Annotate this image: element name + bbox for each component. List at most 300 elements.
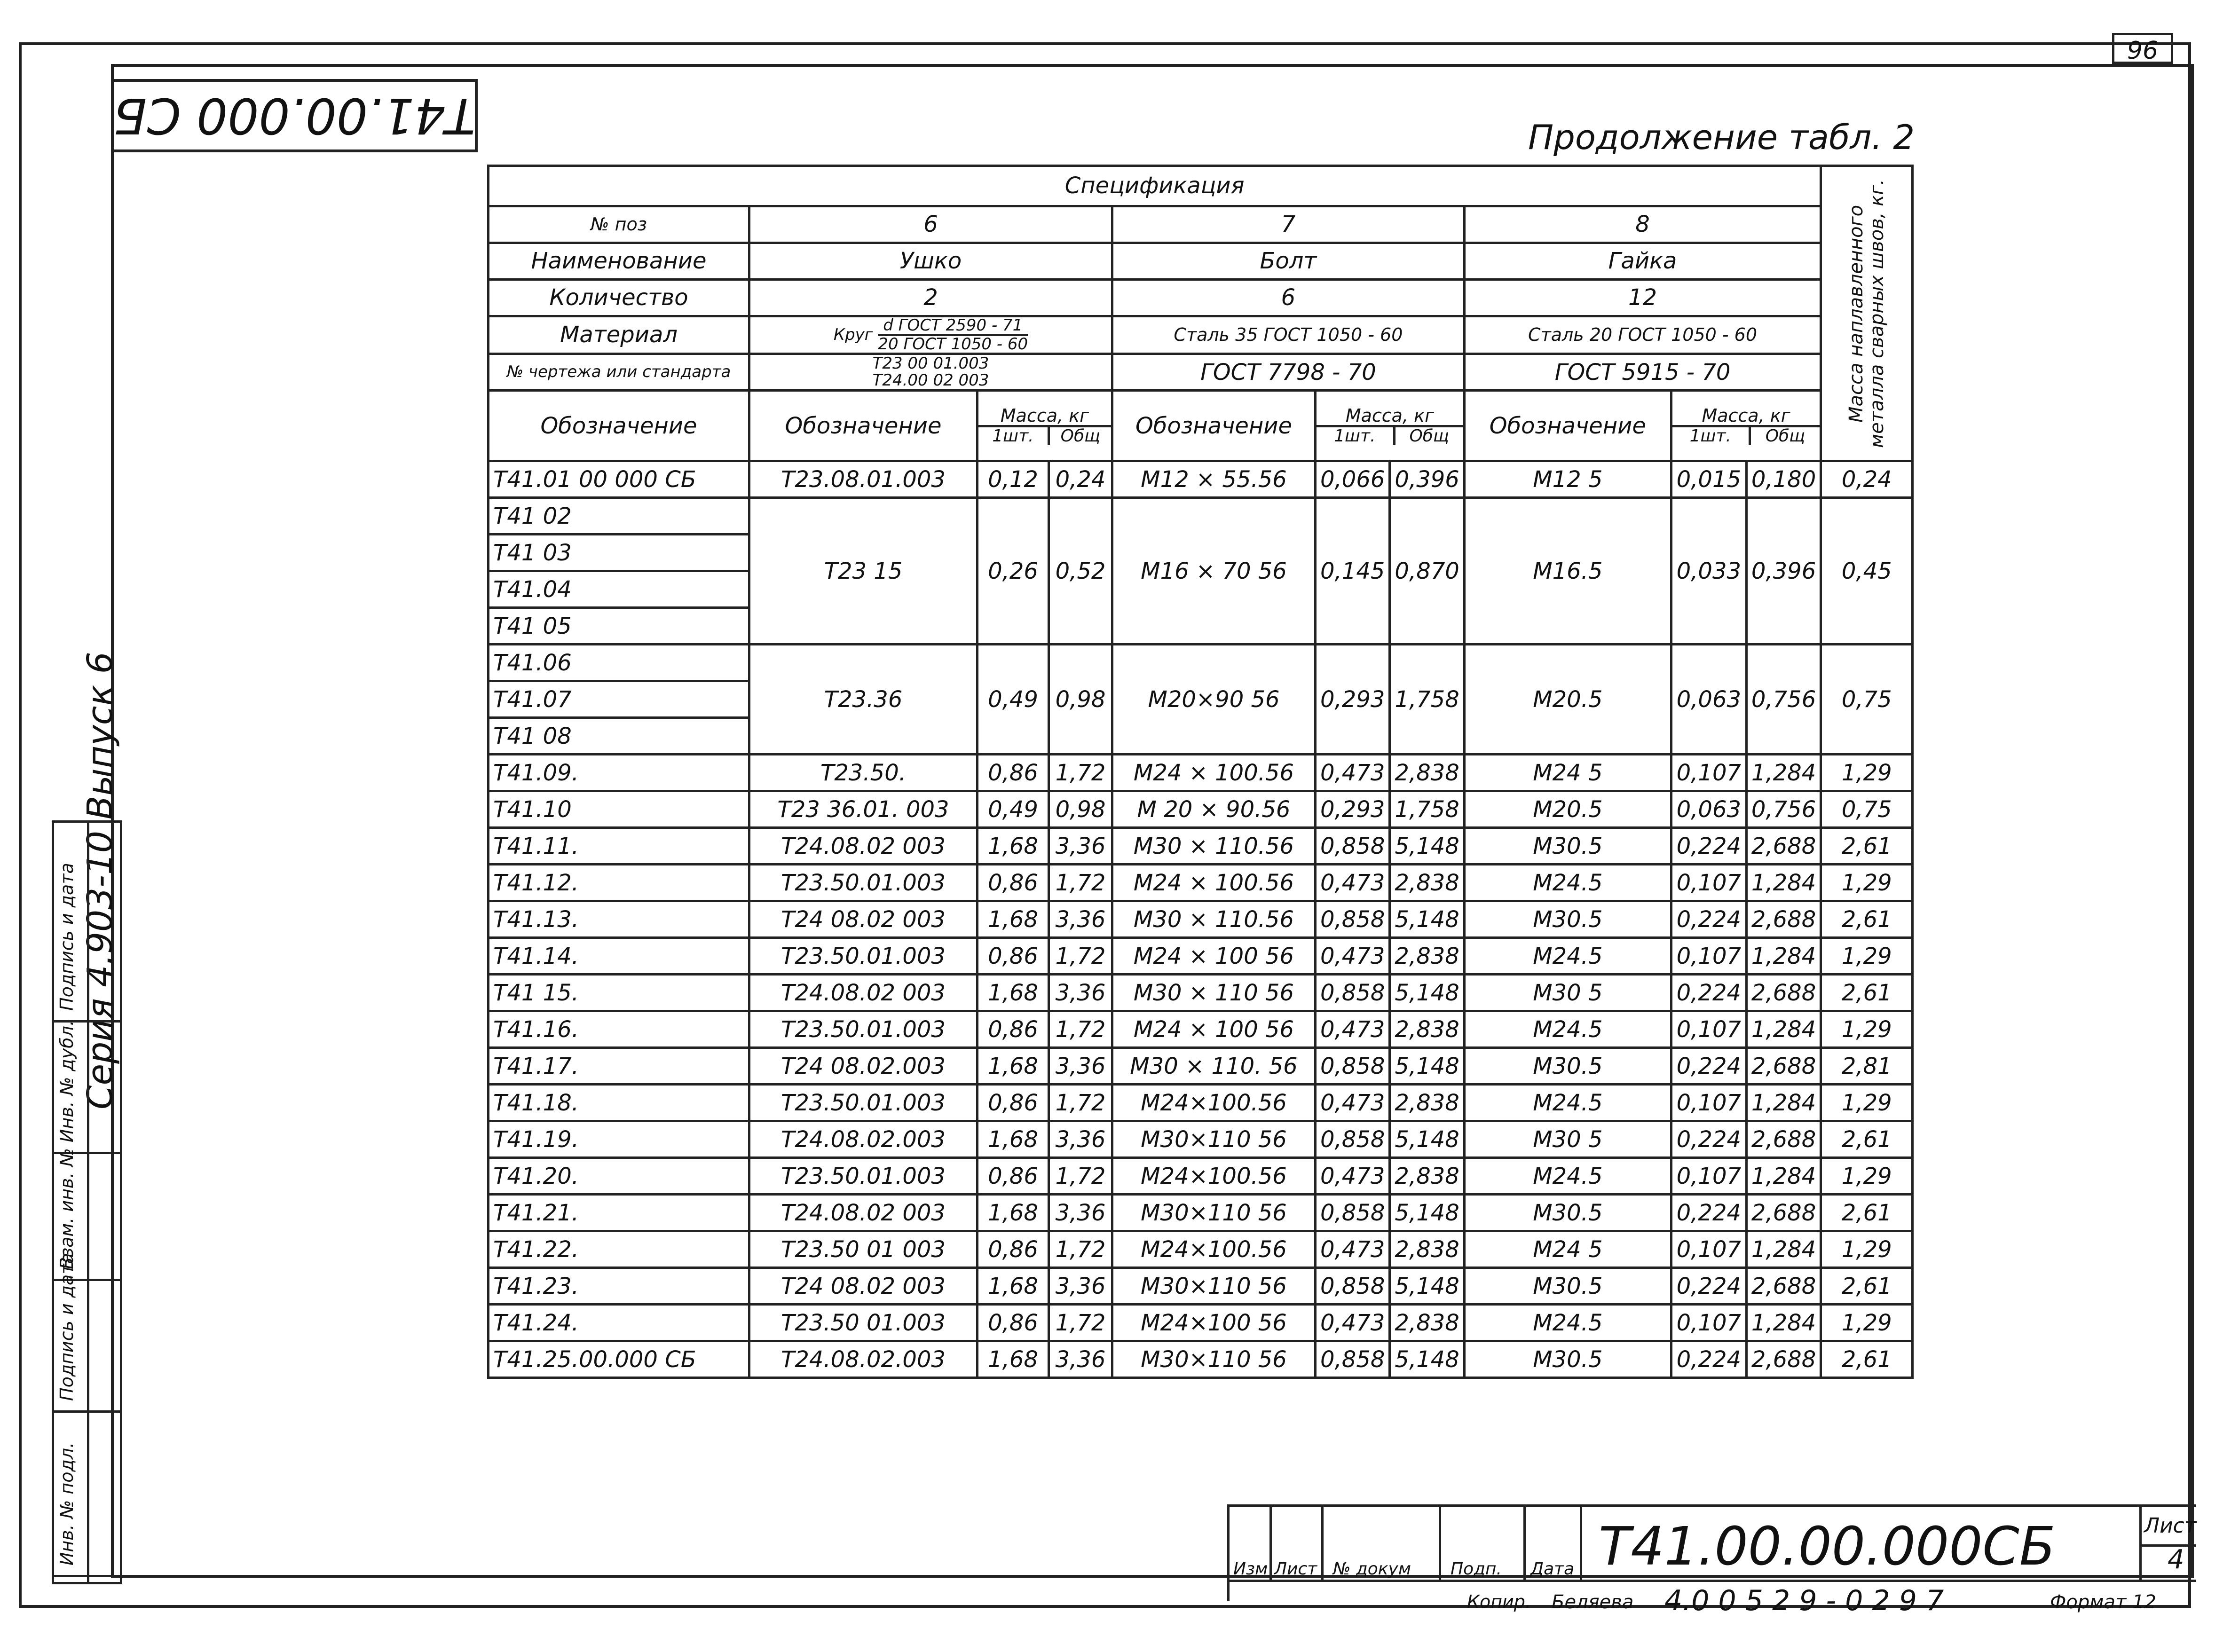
cell-g: М24 5 [1464,1231,1671,1268]
cell-g: М24.5 [1464,1305,1671,1341]
cell-u1: 0,86 [978,938,1049,975]
cell-bt: 2,838 [1390,865,1464,901]
row-designation: Т41 15. [489,975,749,1011]
cell-u: Т24.08.02 003 [749,1195,978,1231]
cell-ut: 1,72 [1049,755,1112,791]
specification-table [487,165,1914,1379]
cell-w: 0,75 [1821,791,1913,828]
sheet-number: 4 [2168,1544,2184,1575]
cell-g: М24.5 [1464,1011,1671,1048]
pos-8: 8 [1464,206,1821,243]
cell-g: М16.5 [1464,498,1671,645]
cell-b: М24 × 100 56 [1112,938,1316,975]
cell-g: М24.5 [1464,938,1671,975]
row-designation: Т41.22. [489,1231,749,1268]
mass-7-header [1316,391,1465,461]
cell-b: М30×110 56 [1112,1195,1316,1231]
spec-body [489,461,1913,1378]
cell-gt: 1,284 [1746,1231,1821,1268]
cell-b: М30×110 56 [1112,1341,1316,1378]
name-7: Болт [1112,243,1465,280]
cell-b1: 0,293 [1316,791,1390,828]
cell-b1: 0,473 [1316,1085,1390,1121]
cell-b: М24×100.56 [1112,1231,1316,1268]
cell-ut: 3,36 [1049,1268,1112,1305]
cell-w: 1,29 [1821,1231,1913,1268]
table-row [489,1048,1913,1085]
cell-g: М20.5 [1464,645,1671,755]
cell-bt: 5,148 [1390,1341,1464,1378]
cell-b1: 0,858 [1316,1195,1390,1231]
name-label: Наименование [489,243,749,280]
mass-6-label: Масса, кг [978,407,1111,428]
cell-bt: 5,148 [1390,975,1464,1011]
cell-bt: 0,870 [1390,498,1464,645]
side-divider [87,823,89,1582]
row-designation: Т41.06 [489,645,749,681]
mass-6-total: Общ [1060,426,1101,446]
cell-g: М24.5 [1464,865,1671,901]
table-row [489,1268,1913,1305]
tb-podp: Подп. [1451,1559,1502,1579]
pos-7: 7 [1112,206,1465,243]
cell-g: М30.5 [1464,1341,1671,1378]
cell-u: Т23.50.01.003 [749,938,978,975]
cell-w: 1,29 [1821,1011,1913,1048]
table-row [489,461,1913,498]
cell-gt: 2,688 [1746,901,1821,938]
cell-ut: 3,36 [1049,1121,1112,1158]
cell-bt: 2,838 [1390,1085,1464,1121]
cell-g1: 0,107 [1671,1011,1746,1048]
cell-gt: 2,688 [1746,1341,1821,1378]
row-designation: Т41.17. [489,1048,749,1085]
cell-g1: 0,107 [1671,1158,1746,1195]
cell-gt: 1,284 [1746,1305,1821,1341]
cell-ut: 1,72 [1049,865,1112,901]
cell-u: Т24.08.02.003 [749,1121,978,1158]
cell-g1: 0,107 [1671,755,1746,791]
cell-b1: 0,473 [1316,938,1390,975]
table-row [489,828,1913,865]
tb-v2 [1321,1507,1324,1582]
material-label: Материал [489,316,749,354]
cell-gt: 0,756 [1746,791,1821,828]
cell-g1: 0,107 [1671,1085,1746,1121]
side-label: Взам. инв. № [56,1148,77,1269]
tb-ndoc: № докум [1333,1559,1411,1579]
cell-b: М30 × 110.56 [1112,828,1316,865]
cell-g1: 0,107 [1671,1231,1746,1268]
cell-g1: 0,224 [1671,1341,1746,1378]
cell-gt: 0,396 [1746,498,1821,645]
cell-u: Т24 08.02 003 [749,901,978,938]
weld-mass-label: Масса наплавленного металла сварных швов, кг. [1845,179,1888,448]
mass-6-header [978,391,1112,461]
mass-7-one: 1шт. [1317,427,1395,445]
row-designation: Т41.23. [489,1268,749,1305]
cell-b1: 0,145 [1316,498,1390,645]
cell-ut: 3,36 [1049,1341,1112,1378]
qty-8: 12 [1464,280,1821,316]
cell-gt: 1,284 [1746,865,1821,901]
cell-b1: 0,858 [1316,1121,1390,1158]
side-label: Инв. № подл. [56,1442,77,1565]
cell-u1: 0,86 [978,755,1049,791]
cell-u1: 0,86 [978,1158,1049,1195]
cell-u: Т23.50.01.003 [749,1011,978,1048]
cell-w: 2,61 [1821,1268,1913,1305]
cell-bt: 5,148 [1390,1268,1464,1305]
cell-w: 1,29 [1821,1158,1913,1195]
cell-b: М30 × 110. 56 [1112,1048,1316,1085]
cell-w: 2,61 [1821,1341,1913,1378]
mass-8-total: Общ [1765,426,1805,446]
table-row [489,1085,1913,1121]
tb-v3 [1439,1507,1441,1582]
cell-g1: 0,063 [1671,791,1746,828]
cell-gt: 1,284 [1746,1085,1821,1121]
cell-gt: 2,688 [1746,1121,1821,1158]
row-designation: Т41 08 [489,718,749,755]
table-row [489,498,1913,535]
cell-u1: 0,86 [978,1085,1049,1121]
table-row [489,1231,1913,1268]
cell-gt: 2,688 [1746,828,1821,865]
cell-ut: 0,98 [1049,791,1112,828]
cell-g1: 0,224 [1671,1268,1746,1305]
cell-u: Т23.08.01.003 [749,461,978,498]
cell-bt: 5,148 [1390,1048,1464,1085]
cell-gt: 2,688 [1746,975,1821,1011]
cell-bt: 0,396 [1390,461,1464,498]
cell-u1: 0,49 [978,791,1049,828]
cell-g1: 0,224 [1671,901,1746,938]
cell-u1: 1,68 [978,1048,1049,1085]
cell-b1: 0,858 [1316,828,1390,865]
mass-7-sub [1317,427,1463,445]
mass-7-label: Масса, кг [1317,407,1463,428]
cell-b: М24 × 100.56 [1112,865,1316,901]
cell-u: Т24.08.02 003 [749,828,978,865]
name-6: Ушко [749,243,1112,280]
row-designation: Т41.16. [489,1011,749,1048]
sheet-label: Лист [2144,1514,2197,1538]
cell-ut: 3,36 [1049,901,1112,938]
cell-b: М30 × 110.56 [1112,901,1316,938]
cell-b: М20×90 56 [1112,645,1316,755]
cell-b1: 0,473 [1316,865,1390,901]
cell-u: Т23.50.01.003 [749,865,978,901]
side-divider-line [52,1575,122,1577]
mass-8-one: 1шт. [1672,427,1751,445]
cell-u: Т23.36 [749,645,978,755]
continuation-label: Продолжение табл. 2 [1528,118,1915,157]
cell-u1: 1,68 [978,1195,1049,1231]
cell-b1: 0,858 [1316,1268,1390,1305]
cell-b1: 0,858 [1316,975,1390,1011]
cell-b1: 0,473 [1316,755,1390,791]
cell-bt: 1,758 [1390,645,1464,755]
cell-b1: 0,473 [1316,1231,1390,1268]
cell-bt: 2,838 [1390,1231,1464,1268]
cell-ut: 1,72 [1049,1085,1112,1121]
format-label: Формат 12 [2050,1591,2156,1613]
cell-gt: 0,180 [1746,461,1821,498]
pos-label: № поз [489,206,749,243]
cell-u1: 1,68 [978,1121,1049,1158]
cell-g1: 0,224 [1671,1121,1746,1158]
row-designation: Т41.18. [489,1085,749,1121]
cell-bt: 2,838 [1390,1305,1464,1341]
cell-ut: 3,36 [1049,1195,1112,1231]
cell-g1: 0,033 [1671,498,1746,645]
spec-title: Спецификация [489,166,1821,206]
cell-w: 1,29 [1821,755,1913,791]
material-6-fraction [878,317,1028,353]
cell-g1: 0,107 [1671,1305,1746,1341]
cell-b: М24×100.56 [1112,1158,1316,1195]
cell-u: Т23 36.01. 003 [749,791,978,828]
row-designation: Т41 03 [489,535,749,571]
designation-7-label: Обозначение [1112,391,1316,461]
cell-w: 0,24 [1821,461,1913,498]
cell-u: Т23.50 01 003 [749,1231,978,1268]
cell-bt: 1,758 [1390,791,1464,828]
copier-name: Беляева [1552,1591,1634,1613]
tb-izm: Изм [1233,1559,1268,1579]
qty-6: 2 [749,280,1112,316]
cell-bt: 5,148 [1390,1195,1464,1231]
tb-list: Лист [1274,1559,1317,1579]
cell-u: Т23.50.01.003 [749,1158,978,1195]
cell-gt: 1,284 [1746,1011,1821,1048]
designation-6-label: Обозначение [749,391,978,461]
row-designation: Т41 05 [489,608,749,645]
cell-w: 2,61 [1821,1121,1913,1158]
cell-u1: 0,86 [978,1231,1049,1268]
cell-ut: 0,52 [1049,498,1112,645]
cell-b: М24×100 56 [1112,1305,1316,1341]
cell-ut: 3,36 [1049,828,1112,865]
document-number: Т41.00.00.000СБ [1599,1516,2056,1577]
cell-gt: 2,688 [1746,1048,1821,1085]
cell-u: Т24.08.02 003 [749,975,978,1011]
copied-label: Копир. [1467,1591,1531,1612]
name-8: Гайка [1464,243,1821,280]
cell-w: 1,29 [1821,938,1913,975]
tb-h2 [1230,1580,2196,1582]
cell-g: М30 5 [1464,975,1671,1011]
cell-gt: 1,284 [1746,755,1821,791]
cell-b: М24 × 100.56 [1112,755,1316,791]
cell-ut: 0,24 [1049,461,1112,498]
cell-gt: 0,756 [1746,645,1821,755]
cell-g: М30 5 [1464,1121,1671,1158]
cell-u1: 0,49 [978,645,1049,755]
weld-mass-header [1821,166,1913,461]
cell-w: 2,61 [1821,828,1913,865]
cell-bt: 2,838 [1390,1158,1464,1195]
cell-w: 1,29 [1821,1305,1913,1341]
mass-6-one: 1шт. [978,427,1050,445]
cell-bt: 5,148 [1390,1121,1464,1158]
table-row [489,1195,1913,1231]
cell-g1: 0,107 [1671,865,1746,901]
row-designation: Т41.07 [489,681,749,718]
row-designation: Т41.13. [489,901,749,938]
drawing-label: № чертежа или стандарта [489,354,749,391]
cell-g1: 0,224 [1671,975,1746,1011]
tb-v1 [1269,1507,1272,1582]
material-7: Сталь 35 ГОСТ 1050 - 60 [1112,316,1465,354]
table-row [489,901,1913,938]
cell-b: М24×100.56 [1112,1085,1316,1121]
cell-u1: 1,68 [978,1268,1049,1305]
cell-g1: 0,224 [1671,1195,1746,1231]
row-designation: Т41.21. [489,1195,749,1231]
table-row [489,1305,1913,1341]
cell-bt: 5,148 [1390,828,1464,865]
cell-u1: 0,86 [978,865,1049,901]
cell-gt: 2,688 [1746,1195,1821,1231]
qty-7: 6 [1112,280,1465,316]
cell-g: М30.5 [1464,1268,1671,1305]
row-designation: Т41.25.00.000 СБ [489,1341,749,1378]
cell-g: М20.5 [1464,791,1671,828]
material-6-top: d ГОСТ 2590 - 71 [878,317,1028,336]
side-divider-line [52,1410,122,1413]
cell-u: Т23.50 01.003 [749,1305,978,1341]
cell-b: М30×110 56 [1112,1268,1316,1305]
cell-b1: 0,066 [1316,461,1390,498]
cell-g1: 0,015 [1671,461,1746,498]
cell-g: М24.5 [1464,1158,1671,1195]
table-row [489,1121,1913,1158]
side-label: Подпись и дата [56,863,77,1011]
cell-ut: 3,36 [1049,1048,1112,1085]
cell-w: 1,29 [1821,1085,1913,1121]
mass-6-sub [978,427,1111,445]
cell-u: Т24 08.02.003 [749,1048,978,1085]
table-row [489,645,1913,681]
cell-g1: 0,063 [1671,645,1746,755]
pos-6: 6 [749,206,1112,243]
side-label: Подпись и дата [56,1253,77,1401]
cell-bt: 2,838 [1390,938,1464,975]
cell-u1: 0,86 [978,1305,1049,1341]
cell-w: 0,45 [1821,498,1913,645]
cell-g: М30.5 [1464,901,1671,938]
cell-b: М30×110 56 [1112,1121,1316,1158]
material-6-prefix: Круг [833,325,873,344]
cell-ut: 1,72 [1049,1158,1112,1195]
row-designation: Т41.10 [489,791,749,828]
cell-u1: 0,26 [978,498,1049,645]
cell-g: М12 5 [1464,461,1671,498]
cell-b: М 20 × 90.56 [1112,791,1316,828]
cell-w: 1,29 [1821,865,1913,901]
cell-bt: 2,838 [1390,755,1464,791]
row-designation: Т41 02 [489,498,749,535]
cell-g: М24.5 [1464,1085,1671,1121]
cell-b: М24 × 100 56 [1112,1011,1316,1048]
cell-b1: 0,293 [1316,645,1390,755]
table-row [489,938,1913,975]
row-designation: Т41.01 00 000 СБ [489,461,749,498]
cell-ut: 3,36 [1049,975,1112,1011]
cell-ut: 0,98 [1049,645,1112,755]
row-designation: Т41.12. [489,865,749,901]
cell-bt: 2,838 [1390,1011,1464,1048]
row-designation: Т41.09. [489,755,749,791]
archive-stamp: 4.0 0 5 2 9 - 0 2 9 7 [1664,1584,1944,1617]
cell-b1: 0,858 [1316,901,1390,938]
drawing-8: ГОСТ 5915 - 70 [1464,354,1821,391]
material-6 [749,316,1112,354]
cell-gt: 1,284 [1746,938,1821,975]
table-row [489,865,1913,901]
table-row [489,791,1913,828]
cell-w: 2,61 [1821,975,1913,1011]
cell-u1: 1,68 [978,828,1049,865]
series-label: Серия 4.903-10 Выпуск 6 [80,652,120,1109]
cell-bt: 5,148 [1390,901,1464,938]
cell-u: Т23.50. [749,755,978,791]
cell-u: Т24.08.02.003 [749,1341,978,1378]
tb-v4 [1523,1507,1526,1582]
row-designation: Т41.11. [489,828,749,865]
designation-label: Обозначение [489,391,749,461]
drawing-code-rotated: Т41.00.000 СБ [113,87,475,144]
table-row [489,755,1913,791]
tb-data: Дата [1530,1559,1575,1579]
cell-ut: 1,72 [1049,1011,1112,1048]
cell-b1: 0,473 [1316,1305,1390,1341]
cell-w: 0,75 [1821,645,1913,755]
table-row [489,1341,1913,1378]
row-designation: Т41.20. [489,1158,749,1195]
row-designation: Т41.14. [489,938,749,975]
side-label: Инв. № дубл. [56,1020,77,1142]
cell-b: М16 × 70 56 [1112,498,1316,645]
mass-8-sub [1672,427,1820,445]
cell-w: 2,81 [1821,1048,1913,1085]
page-number: 96 [2112,33,2173,64]
cell-u1: 1,68 [978,975,1049,1011]
cell-ut: 1,72 [1049,1305,1112,1341]
drawing-7: ГОСТ 7798 - 70 [1112,354,1465,391]
cell-u1: 0,12 [978,461,1049,498]
material-6-bottom: 20 ГОСТ 1050 - 60 [878,334,1028,354]
cell-g1: 0,107 [1671,938,1746,975]
row-designation: Т41.04 [489,571,749,608]
cell-gt: 1,284 [1746,1158,1821,1195]
cell-b1: 0,858 [1316,1341,1390,1378]
cell-u1: 0,86 [978,1011,1049,1048]
cell-w: 2,61 [1821,901,1913,938]
cell-w: 2,61 [1821,1195,1913,1231]
cell-u: Т23.50.01.003 [749,1085,978,1121]
cell-b1: 0,473 [1316,1011,1390,1048]
cell-gt: 2,688 [1746,1268,1821,1305]
mass-8-label: Масса, кг [1672,407,1820,428]
cell-g: М24 5 [1464,755,1671,791]
designation-8-label: Обозначение [1464,391,1671,461]
cell-g: М30.5 [1464,1195,1671,1231]
table-row [489,1158,1913,1195]
material-8: Сталь 20 ГОСТ 1050 - 60 [1464,316,1821,354]
